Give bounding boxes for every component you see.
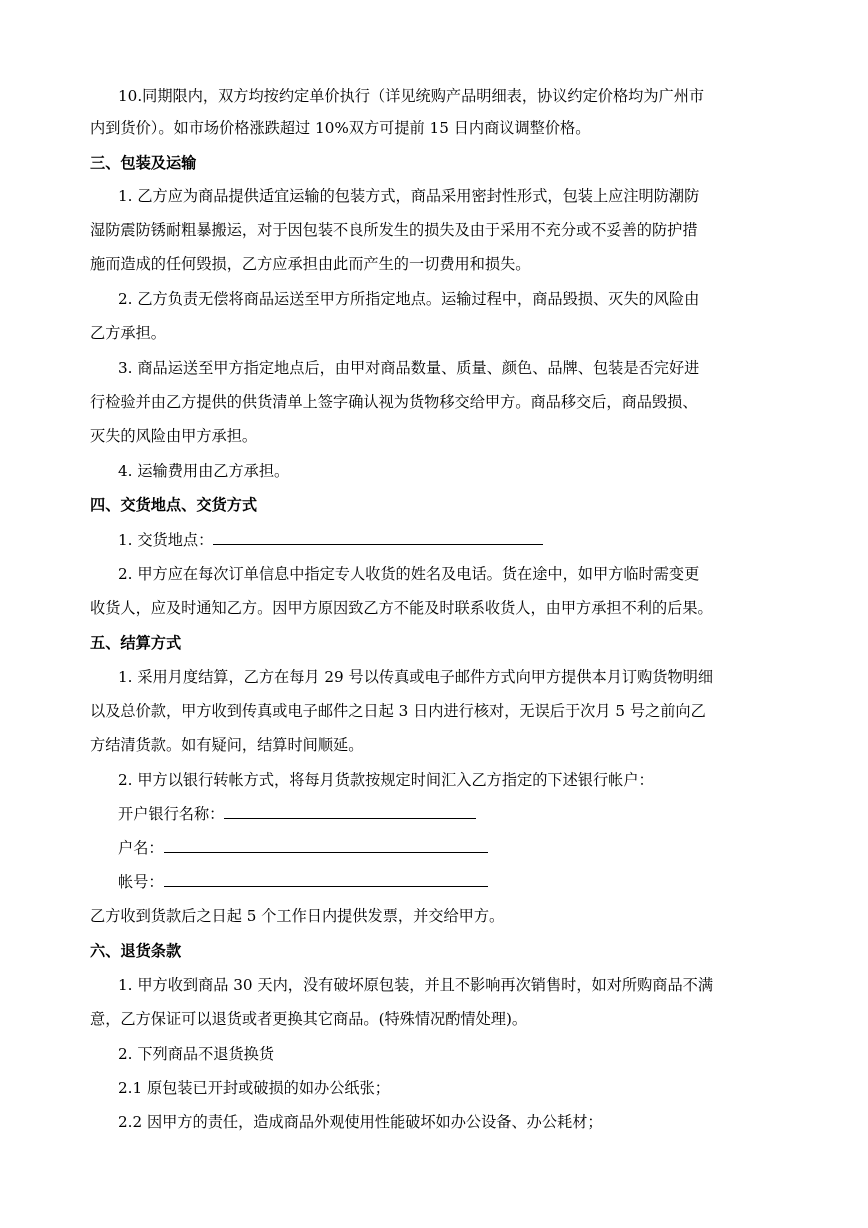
section-6-item-1-line-1: 1. 甲方收到商品 30 天内，没有破坏原包装，并且不影响再次销售时，如对所购商品不满 — [118, 976, 714, 994]
section-6-item-2-2: 2.2 因甲方的责任，造成商品外观使用性能破坏如办公设备、办公耗材； — [118, 1113, 603, 1131]
invoice-note: 乙方收到货款后之日起 5 个工作日内提供发票，并交给甲方。 — [90, 907, 505, 925]
section-6-heading: 六、退货条款 — [90, 942, 182, 960]
account-number-row — [118, 872, 488, 892]
account-number-label: 帐号： — [118, 873, 164, 891]
bank-name-row — [118, 804, 476, 824]
delivery-location-field — [213, 530, 543, 545]
section-5-item-1-line-3: 方结清货款。如有疑问，结算时间顺延。 — [90, 736, 364, 754]
section-3-item-3-line-1: 3. 商品运送至甲方指定地点后，由甲对商品数量、质量、颜色、品牌、包装是否完好进 — [118, 359, 700, 377]
section-6-item-2: 2. 下列商品不退货换货 — [118, 1045, 275, 1063]
section-4-item-2-line-2: 收货人，应及时通知乙方。因甲方原因致乙方不能及时联系收货人，由甲方承担不利的后果。 — [90, 599, 713, 617]
account-name-field — [164, 838, 488, 853]
account-name-row — [118, 838, 488, 858]
paragraph-10-line-2: 内到货价）。如市场价格涨跌超过 10%双方可提前 15 日内商议调整价格。 — [90, 119, 591, 137]
section-4-item-1 — [118, 530, 543, 550]
account-name-label: 户名： — [118, 839, 164, 857]
section-3-item-1-line-1: 1. 乙方应为商品提供适宜运输的包装方式，商品采用密封性形式，包装上应注明防潮防 — [118, 187, 700, 205]
section-5-heading: 五、结算方式 — [90, 634, 182, 652]
section-3-item-1-line-2: 湿防震防锈耐粗暴搬运，对于因包装不良所发生的损失及由于采用不充分或不妥善的防护措 — [90, 221, 698, 239]
section-6-item-1-line-2: 意，乙方保证可以退货或者更换其它商品。(特殊情况酌情处理)。 — [90, 1010, 528, 1028]
section-4-item-2-line-1: 2. 甲方应在每次订单信息中指定专人收货的姓名及电话。货在途中，如甲方临时需变更 — [118, 565, 700, 583]
section-3-heading: 三、包装及运输 — [90, 154, 197, 172]
section-3-item-3-line-2: 行检验并由乙方提供的供货清单上签字确认视为货物移交给甲方。商品移交后，商品毁损、 — [90, 393, 698, 411]
bank-name-field — [224, 804, 476, 819]
section-3-item-3-line-3: 灭失的风险由甲方承担。 — [90, 427, 258, 445]
delivery-location-label: 1. 交货地点： — [118, 531, 214, 549]
bank-name-label: 开户银行名称： — [118, 805, 225, 823]
section-5-item-1-line-2: 以及总价款，甲方收到传真或电子邮件之日起 3 日内进行核对，无误后于次月 5 号之前向乙 — [90, 702, 706, 720]
section-4-heading: 四、交货地点、交货方式 — [90, 496, 258, 514]
section-3-item-1-line-3: 施而造成的任何毁损，乙方应承担由此而产生的一切费用和损失。 — [90, 255, 531, 273]
paragraph-10-line-1: 10.同期限内，双方均按约定单价执行（详见统购产品明细表，协议约定价格均为广州市 — [118, 87, 705, 105]
section-3-item-2-line-1: 2. 乙方负责无偿将商品运送至甲方所指定地点。运输过程中，商品毁损、灭失的风险由 — [118, 290, 700, 308]
section-3-item-2-line-2: 乙方承担。 — [90, 324, 166, 342]
section-5-item-1-line-1: 1. 采用月度结算，乙方在每月 29 号以传真或电子邮件方式向甲方提供本月订购货物明细 — [118, 668, 714, 686]
account-number-field — [164, 872, 488, 887]
section-3-item-4: 4. 运输费用由乙方承担。 — [118, 462, 290, 480]
section-6-item-2-1: 2.1 原包装已开封或破损的如办公纸张； — [118, 1079, 390, 1097]
section-5-item-2: 2. 甲方以银行转帐方式，将每月货款按规定时间汇入乙方指定的下述银行帐户： — [118, 771, 654, 789]
